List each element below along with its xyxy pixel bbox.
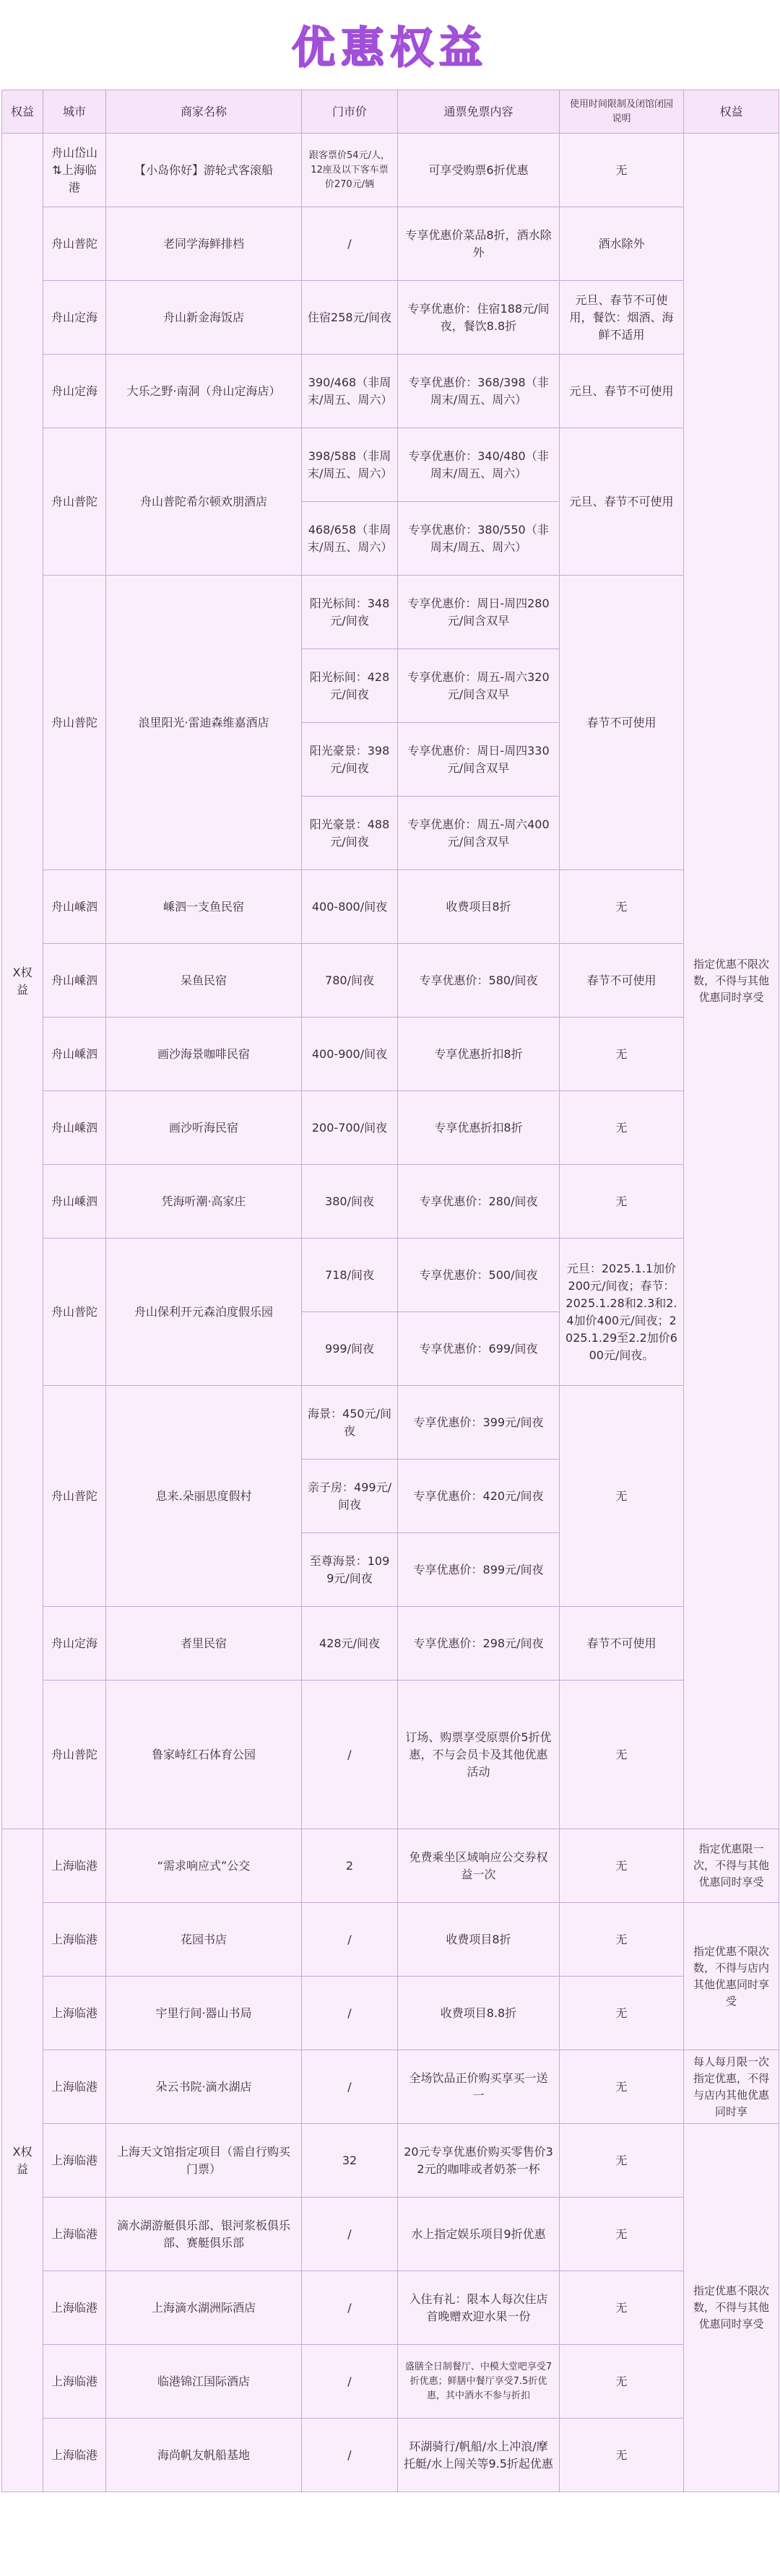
merchant-cell: 【小岛你好】游轮式客滚船 — [106, 134, 302, 207]
content-cell: 专享优惠价：周日-周四280元/间含双早 — [398, 576, 560, 649]
limit-cell: 无 — [560, 1977, 684, 2050]
price-cell: 718/间夜 — [302, 1239, 398, 1312]
price-cell: 400-800/间夜 — [302, 870, 398, 944]
city-cell: 上海临港 — [43, 2198, 106, 2271]
limit-cell: 无 — [560, 134, 684, 207]
benefits-table — [1, 90, 779, 2492]
content-cell: 全场饮品正价购买享买一送一 — [398, 2050, 560, 2124]
row-note: 每人每月限一次指定优惠，不得与店内其他优惠同时享 — [684, 2050, 779, 2124]
content-cell: 收费项目8折 — [398, 1903, 560, 1977]
city-cell: 舟山普陀 — [43, 1386, 106, 1607]
content-cell: 专享优惠价：500/间夜 — [398, 1239, 560, 1312]
limit-cell: 无 — [560, 1681, 684, 1829]
limit-cell: 无 — [560, 2198, 684, 2271]
content-cell: 专享优惠折扣8折 — [398, 1091, 560, 1165]
merchant-cell: 上海天文馆指定项目（需自行购买门票） — [106, 2124, 302, 2198]
price-cell: / — [302, 1903, 398, 1977]
table-row — [2, 1239, 779, 1312]
content-cell: 专享优惠价：周五-周六400元/间含双早 — [398, 797, 560, 870]
price-cell: 阳光豪景：398元/间夜 — [302, 723, 398, 797]
table-row — [2, 207, 779, 281]
table-row — [2, 1829, 779, 1903]
content-cell: 盛膳全日制餐厅、中模大堂吧享受7折优惠；鲜膳中餐厅享受7.5折优惠，其中酒水不参与折扣 — [398, 2345, 560, 2419]
price-cell: / — [302, 207, 398, 281]
price-cell: 亲子房：499元/间夜 — [302, 1460, 398, 1533]
price-cell: 200-700/间夜 — [302, 1091, 398, 1165]
content-cell: 专享优惠价：住宿188元/间夜，餐饮8.8折 — [398, 281, 560, 355]
merchant-cell: 嵊泗一支鱼民宿 — [106, 870, 302, 944]
section-label: X权益 — [2, 134, 43, 1829]
price-cell: 400-900/间夜 — [302, 1018, 398, 1091]
merchant-cell: 鲁家峙红石体育公园 — [106, 1681, 302, 1829]
table-row — [2, 2419, 779, 2492]
price-cell: / — [302, 2050, 398, 2124]
city-cell: 舟山普陀 — [43, 1239, 106, 1386]
table-row — [2, 944, 779, 1018]
limit-cell: 元旦、春节不可使用 — [560, 428, 684, 576]
table-row — [2, 134, 779, 207]
limit-cell: 无 — [560, 1903, 684, 1977]
city-cell: 舟山定海 — [43, 1607, 106, 1681]
content-cell: 专享优惠价：368/398（非周末/周五、周六） — [398, 355, 560, 428]
content-cell: 专享优惠价：280/间夜 — [398, 1165, 560, 1239]
merchant-cell: 浪里阳光·雷迪森维嘉酒店 — [106, 576, 302, 870]
table-row — [2, 576, 779, 649]
price-cell: / — [302, 1977, 398, 2050]
limit-cell: 无 — [560, 870, 684, 944]
table-row — [2, 355, 779, 428]
merchant-cell: 临港锦江国际酒店 — [106, 2345, 302, 2419]
price-cell: / — [302, 1681, 398, 1829]
table-row — [2, 1977, 779, 2050]
limit-cell: 无 — [560, 1091, 684, 1165]
price-cell: 428元/间夜 — [302, 1607, 398, 1681]
header-benefit: 权益 — [2, 90, 43, 134]
table-row — [2, 870, 779, 944]
city-cell: 舟山普陀 — [43, 207, 106, 281]
content-cell: 订场、购票享受原票价5折优惠，不与会员卡及其他优惠活动 — [398, 1681, 560, 1829]
content-cell: 专享优惠价：420元/间夜 — [398, 1460, 560, 1533]
title-area — [0, 0, 780, 90]
content-cell: 专享优惠价：899元/间夜 — [398, 1533, 560, 1607]
limit-cell: 无 — [560, 1829, 684, 1903]
content-cell: 专享优惠价：699/间夜 — [398, 1312, 560, 1386]
price-cell: 阳光标间：428元/间夜 — [302, 649, 398, 723]
price-cell: 999/间夜 — [302, 1312, 398, 1386]
city-cell: 舟山定海 — [43, 355, 106, 428]
merchant-cell: 滴水湖游艇俱乐部、银河浆板俱乐部、赛艇俱乐部 — [106, 2198, 302, 2271]
city-cell: 上海临港 — [43, 2271, 106, 2345]
content-cell: 环湖骑行/帆船/水上冲浪/摩托艇/水上闯关等9.5折起优惠 — [398, 2419, 560, 2492]
header-merchant: 商家名称 — [106, 90, 302, 134]
merchant-cell: 画沙海景咖啡民宿 — [106, 1018, 302, 1091]
header-city: 城市 — [43, 90, 106, 134]
merchant-cell: 大乐之野·南洞（舟山定海店） — [106, 355, 302, 428]
price-cell: 468/658（非周末/周五、周六） — [302, 502, 398, 576]
limit-cell: 无 — [560, 2050, 684, 2124]
price-cell: 780/间夜 — [302, 944, 398, 1018]
price-cell: 海景：450元/间夜 — [302, 1386, 398, 1460]
city-cell: 舟山嵊泗 — [43, 1165, 106, 1239]
city-cell: 舟山普陀 — [43, 1681, 106, 1829]
limit-cell: 无 — [560, 1165, 684, 1239]
merchant-cell: 上海滴水湖洲际酒店 — [106, 2271, 302, 2345]
content-cell: 收费项目8折 — [398, 870, 560, 944]
header-row — [2, 90, 779, 134]
price-cell: / — [302, 2419, 398, 2492]
price-cell: / — [302, 2198, 398, 2271]
limit-cell: 春节不可使用 — [560, 944, 684, 1018]
city-cell: 上海临港 — [43, 2050, 106, 2124]
header-price: 门市价 — [302, 90, 398, 134]
limit-cell: 酒水除外 — [560, 207, 684, 281]
city-cell: 舟山普陀 — [43, 428, 106, 576]
section-label: X权益 — [2, 1829, 43, 2492]
price-cell: 380/间夜 — [302, 1165, 398, 1239]
header-benefit-note: 权益 — [684, 90, 779, 134]
merchant-cell: 舟山新金海饭店 — [106, 281, 302, 355]
city-cell: 舟山定海 — [43, 281, 106, 355]
content-cell: 专享优惠价菜品8折，酒水除外 — [398, 207, 560, 281]
content-cell: 20元专享优惠价购买零售价32元的咖啡或者奶茶一杯 — [398, 2124, 560, 2198]
merchant-cell: 凭海听潮·高家庄 — [106, 1165, 302, 1239]
limit-cell: 无 — [560, 2271, 684, 2345]
price-cell: 住宿258元/间夜 — [302, 281, 398, 355]
merchant-cell: 画沙听海民宿 — [106, 1091, 302, 1165]
table-row — [2, 1903, 779, 1977]
city-cell: 舟山嵊泗 — [43, 870, 106, 944]
price-cell: 阳光标间：348元/间夜 — [302, 576, 398, 649]
content-cell: 专享优惠价：340/480（非周末/周五、周六） — [398, 428, 560, 502]
content-cell: 水上指定娱乐项目9折优惠 — [398, 2198, 560, 2271]
content-cell: 专享优惠价：399元/间夜 — [398, 1386, 560, 1460]
content-cell: 免费乘坐区域响应公交券权益一次 — [398, 1829, 560, 1903]
merchant-cell: 舟山保利开元森泊度假乐园 — [106, 1239, 302, 1386]
city-cell: 舟山嵊泗 — [43, 1091, 106, 1165]
table-row — [2, 1091, 779, 1165]
content-cell: 专享优惠价：580/间夜 — [398, 944, 560, 1018]
section-note: 指定优惠不限次数，不得与其他优惠同时享受 — [684, 134, 779, 1829]
city-cell: 舟山嵊泗 — [43, 944, 106, 1018]
city-cell: 上海临港 — [43, 2419, 106, 2492]
table-row — [2, 1386, 779, 1460]
merchant-cell: 老同学海鲜排档 — [106, 207, 302, 281]
price-cell: 390/468（非周末/周五、周六） — [302, 355, 398, 428]
header-content: 通票免票内容 — [398, 90, 560, 134]
price-cell: 跟客票价54元/人，12座及以下客车票价270元/辆 — [302, 134, 398, 207]
table-row — [2, 428, 779, 502]
header-limit: 使用时间限制及闭馆闭园说明 — [560, 90, 684, 134]
limit-cell: 元旦、春节不可使用，餐饮：烟酒、海鲜不适用 — [560, 281, 684, 355]
merchant-cell: 花园书店 — [106, 1903, 302, 1977]
row-note: 指定优惠限一次，不得与其他优惠同时享受 — [684, 1829, 779, 1903]
merchant-cell: 息来.朵丽思度假村 — [106, 1386, 302, 1607]
limit-cell: 无 — [560, 1018, 684, 1091]
table-row — [2, 1018, 779, 1091]
page-title: 优惠权益 — [292, 23, 488, 74]
limit-cell: 元旦、春节不可使用 — [560, 355, 684, 428]
table-row — [2, 2271, 779, 2345]
city-cell: 上海临港 — [43, 2124, 106, 2198]
table-row — [2, 2198, 779, 2271]
city-cell: 舟山嵊泗 — [43, 1018, 106, 1091]
limit-cell: 无 — [560, 2345, 684, 2419]
price-cell: / — [302, 2271, 398, 2345]
content-cell: 专享优惠价：周日-周四330元/间含双早 — [398, 723, 560, 797]
city-cell: 上海临港 — [43, 1829, 106, 1903]
limit-cell: 无 — [560, 2419, 684, 2492]
row-note: 指定优惠不限次数，不得与店内其他优惠同时享受 — [684, 1903, 779, 2050]
limit-cell: 无 — [560, 1386, 684, 1607]
city-cell: 舟山普陀 — [43, 576, 106, 870]
merchant-cell: 朵云书院·滴水湖店 — [106, 2050, 302, 2124]
merchant-cell: “需求响应式”公交 — [106, 1829, 302, 1903]
limit-cell: 无 — [560, 2124, 684, 2198]
merchant-cell: 者里民宿 — [106, 1607, 302, 1681]
price-cell: 32 — [302, 2124, 398, 2198]
table-row — [2, 1681, 779, 1829]
price-cell: 至尊海景：1099元/间夜 — [302, 1533, 398, 1607]
price-cell: 398/588（非周末/周五、周六） — [302, 428, 398, 502]
limit-cell: 春节不可使用 — [560, 1607, 684, 1681]
merchant-cell: 呆鱼民宿 — [106, 944, 302, 1018]
content-cell: 专享优惠价：380/550（非周末/周五、周六） — [398, 502, 560, 576]
merchant-cell: 舟山普陀希尔顿欢朋酒店 — [106, 428, 302, 576]
content-cell: 收费项目8.8折 — [398, 1977, 560, 2050]
content-cell: 专享优惠价：周五-周六320元/间含双早 — [398, 649, 560, 723]
price-cell: / — [302, 2345, 398, 2419]
price-cell: 2 — [302, 1829, 398, 1903]
content-cell: 专享优惠折扣8折 — [398, 1018, 560, 1091]
merchant-cell: 海尚帆友帆船基地 — [106, 2419, 302, 2492]
table-row — [2, 1607, 779, 1681]
table-row — [2, 2345, 779, 2419]
merchant-cell: 宇里行间·器山书局 — [106, 1977, 302, 2050]
city-cell: 舟山岱山⇅上海临港 — [43, 134, 106, 207]
content-cell: 入住有礼：限本人每次住店首晚赠欢迎水果一份 — [398, 2271, 560, 2345]
limit-cell: 春节不可使用 — [560, 576, 684, 870]
city-cell: 上海临港 — [43, 1903, 106, 1977]
price-cell: 阳光豪景：488元/间夜 — [302, 797, 398, 870]
content-cell: 专享优惠价：298元/间夜 — [398, 1607, 560, 1681]
content-cell: 可享受购票6折优惠 — [398, 134, 560, 207]
table-row — [2, 2124, 779, 2198]
row-note: 指定优惠不限次数，不得与其他优惠同时享受 — [684, 2124, 779, 2492]
limit-cell: 元旦：2025.1.1加价200元/间夜；春节：2025.1.28和2.3和2.4加价400元/间夜；2025.1.29至2.2加价600元/间夜。 — [560, 1239, 684, 1386]
city-cell: 上海临港 — [43, 2345, 106, 2419]
table-row — [2, 281, 779, 355]
table-row — [2, 1165, 779, 1239]
table-row — [2, 2050, 779, 2124]
city-cell: 上海临港 — [43, 1977, 106, 2050]
